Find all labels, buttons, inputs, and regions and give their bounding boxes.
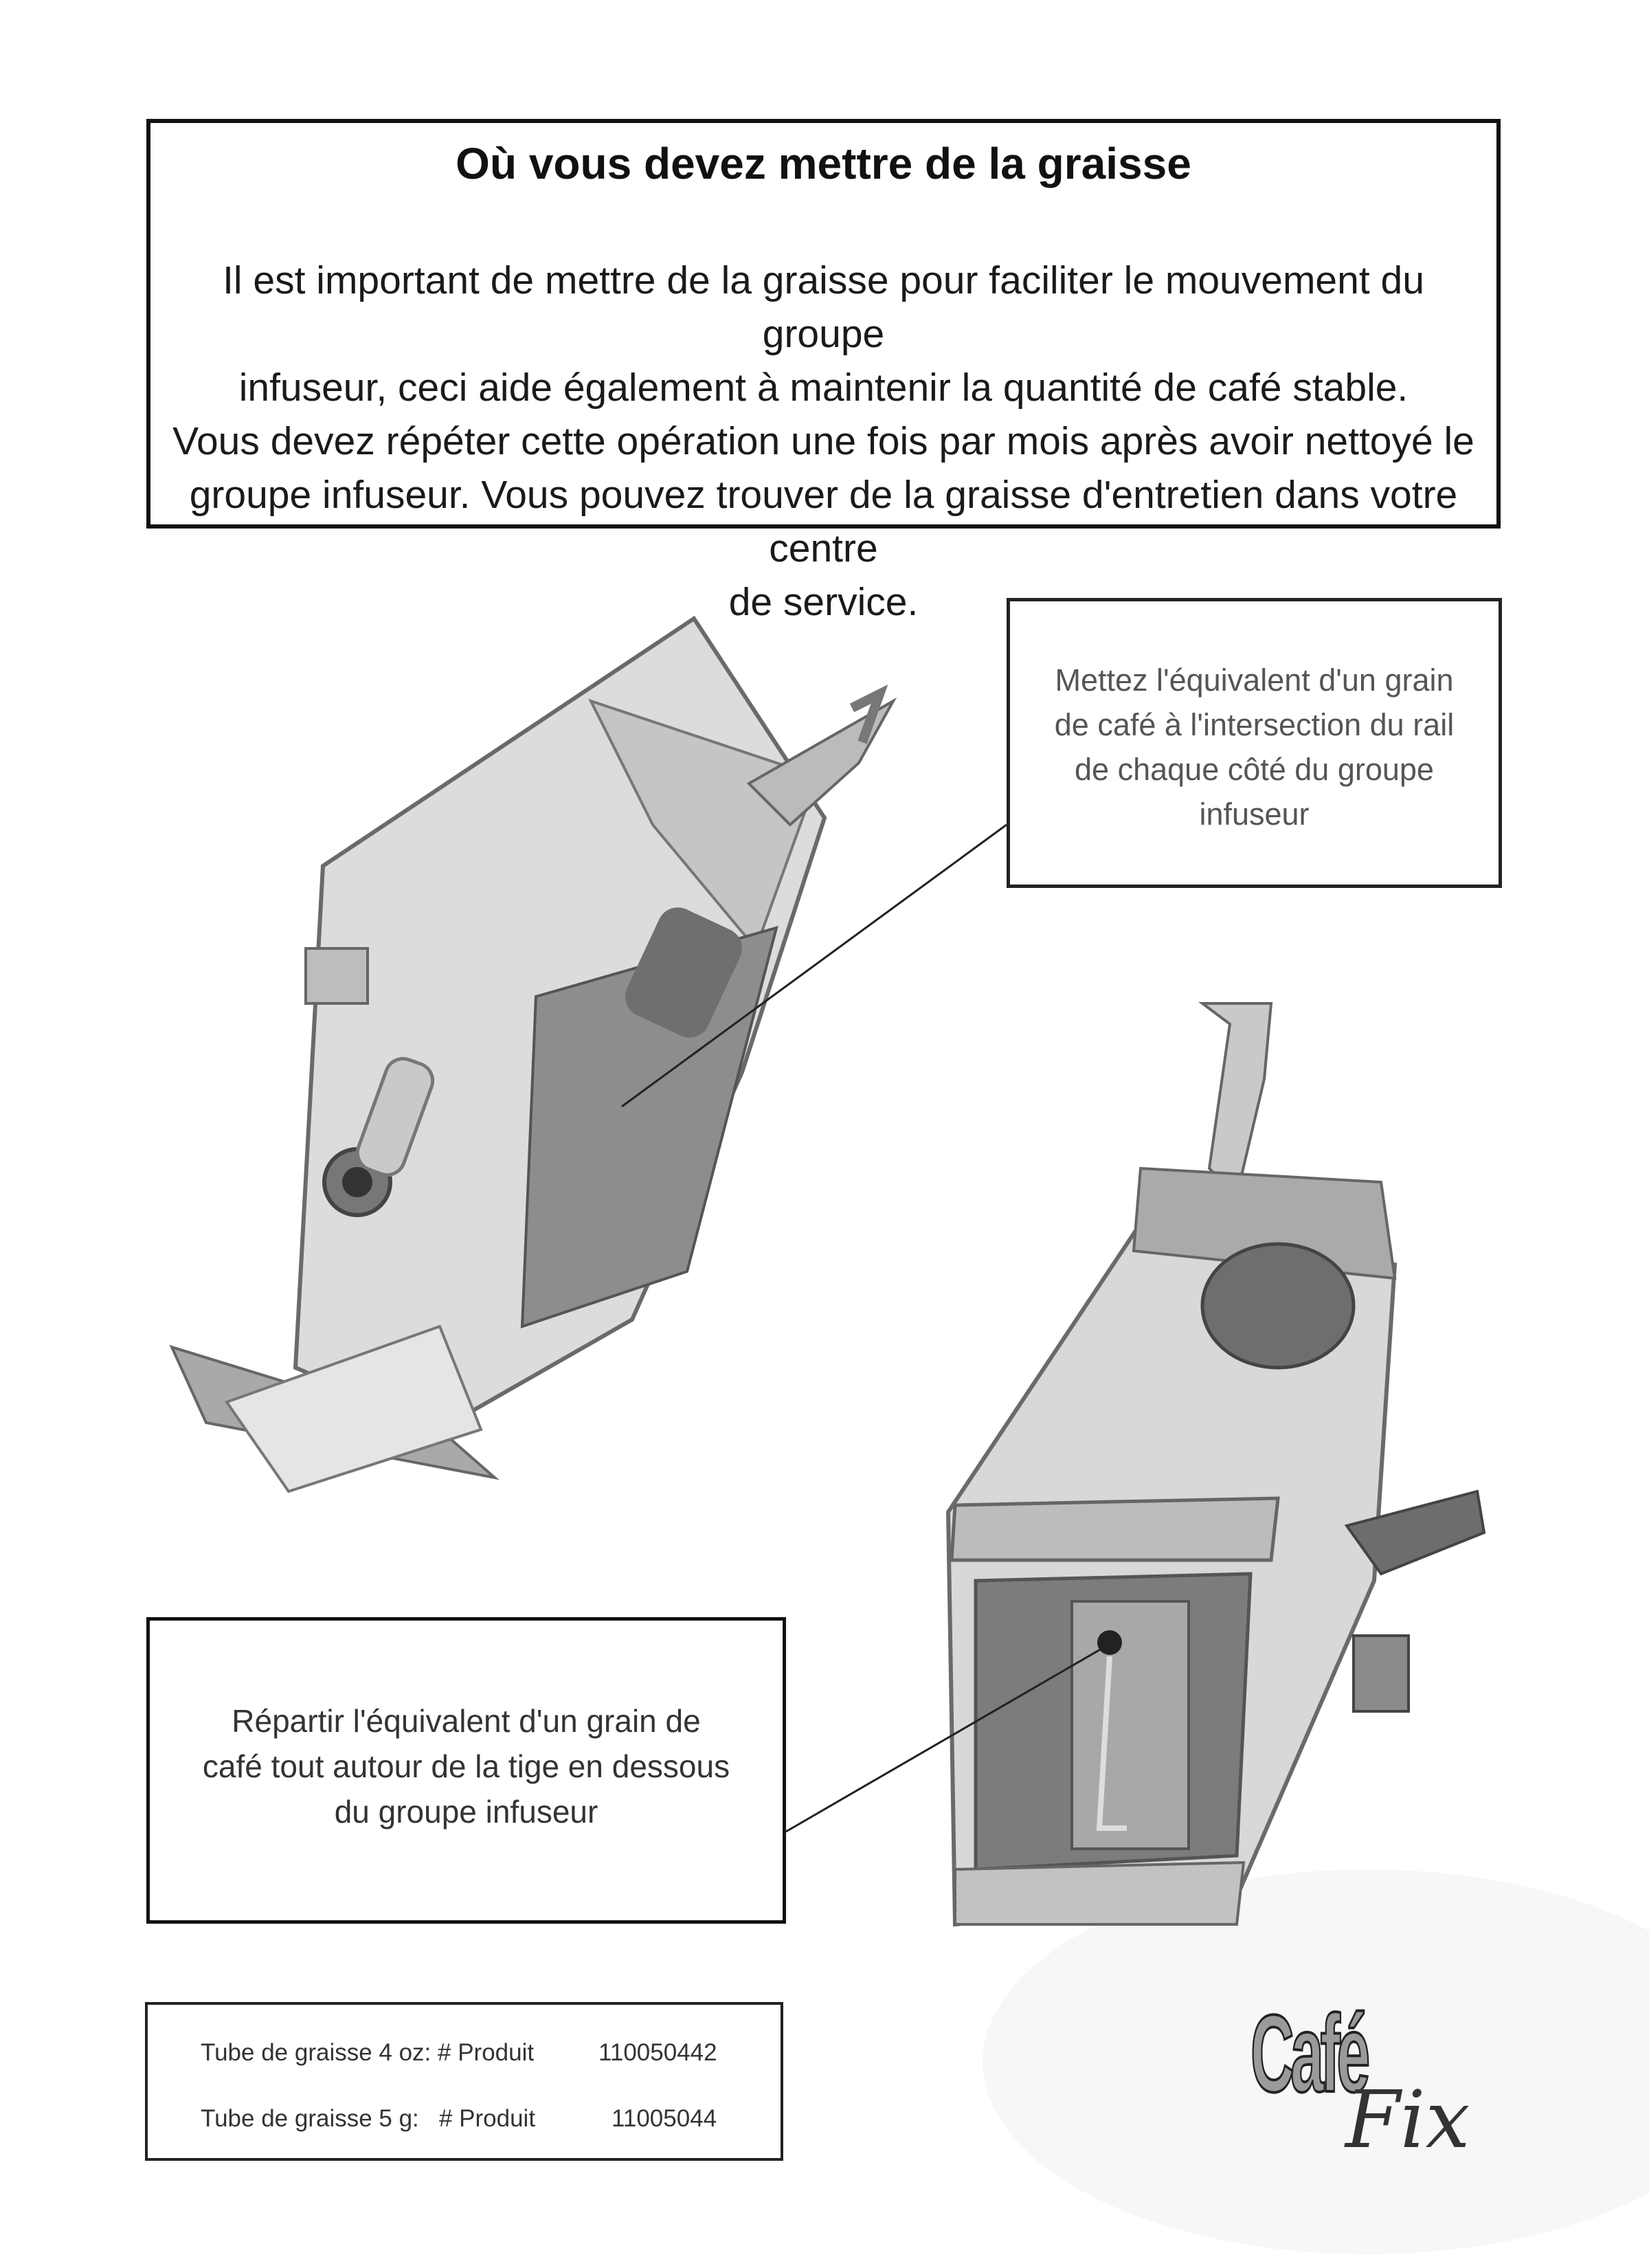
callout-line: de café à l'intersection du rail: [1054, 707, 1455, 742]
cafe-fix-logo: [1242, 1992, 1503, 2177]
logo-word-fix: Fix: [1345, 2074, 1470, 2166]
product-list: [145, 2002, 783, 2161]
logo-word-cafe: Café: [1250, 1992, 1367, 2115]
intro-line: de service.: [728, 580, 919, 624]
callout-rod-grease: [146, 1617, 786, 1924]
callout-line: café tout autour de la tige en dessous: [202, 1748, 730, 1784]
intro-line: infuseur, ceci aide également à maintenir la quantité de café stable.: [238, 366, 1409, 410]
brew-group-photo-2: [948, 1003, 1484, 1924]
product-number: 110050442: [598, 2039, 717, 2066]
callout-line: du groupe infuseur: [334, 1794, 598, 1830]
callout-text: [170, 1698, 762, 1834]
callout-line: Mettez l'équivalent d'un grain: [1055, 663, 1454, 698]
product-label: Tube de graisse 5 g: # Produit: [201, 2105, 536, 2132]
intro-line: Vous devez répéter cette opération une fois par mois après avoir nettoyé le: [172, 419, 1474, 463]
callout-text: [1031, 658, 1478, 836]
brew-group-photo-1: [172, 619, 893, 1491]
callout-rail-grease: [1007, 598, 1502, 888]
page-title: Où vous devez mettre de la graisse: [456, 139, 1191, 188]
callout-line: de chaque côté du groupe: [1075, 752, 1434, 787]
callout-line: Répartir l'équivalent d'un grain de: [232, 1703, 701, 1739]
product-number: 11005044: [612, 2105, 717, 2132]
intro-box: [146, 119, 1501, 624]
intro-line: Il est important de mettre de la graisse pour faciliter le mouvement du groupe: [223, 258, 1424, 356]
product-label: Tube de graisse 4 oz: # Produit: [201, 2039, 535, 2066]
callout-line: infuseur: [1199, 797, 1310, 832]
intro-line: groupe infuseur. Vous pouvez trouver de la graisse d'entretien dans votre centre: [189, 473, 1458, 570]
intro-paragraph: [164, 254, 1483, 629]
